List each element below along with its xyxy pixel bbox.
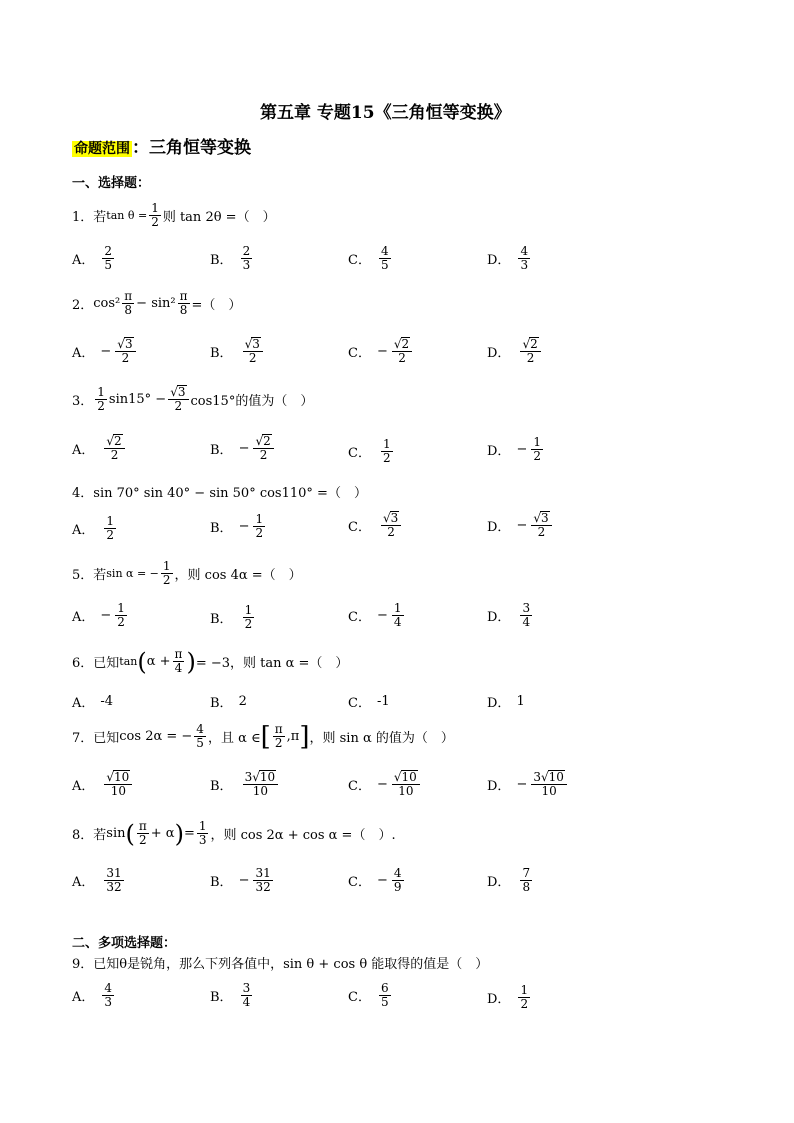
q6-option-c[interactable]: C． -1 xyxy=(348,694,390,711)
q4-option-a[interactable]: A． $\frac{1}{2}$ xyxy=(72,514,115,542)
q5-option-c[interactable]: C． − $\frac{1}{4}$ xyxy=(348,601,402,629)
question-7: 7．已知 cos 2α = − $\frac{4}{5}$ ，且 α ∈ [ $\frac{\pi}{2}$ ,π ] ，则 sin α 的值为（ ） xyxy=(72,721,454,752)
scope-text: 三角恒等变换 xyxy=(149,138,251,158)
q1-post: 则 tan 2θ =（ ） xyxy=(162,210,276,225)
q2-option-b[interactable]: B． √ 3 2 xyxy=(210,337,265,365)
q4-option-d[interactable]: D． − √ 3 2 xyxy=(487,511,554,539)
q2-option-a[interactable]: A． − √ 3 2 xyxy=(72,337,138,365)
q1-fraction: $\frac{1}{2}$ xyxy=(151,201,159,229)
question-4: 4．sin 70° sin 40° − sin 50° cos110° =（ ） xyxy=(72,486,367,501)
q1-option-d[interactable]: D． $\frac{4}{3}$ xyxy=(487,244,529,272)
q3-option-a[interactable]: A． √ 2 2 xyxy=(72,434,127,462)
q4-option-b[interactable]: B． − $\frac{1}{2}$ xyxy=(210,512,264,540)
q8-option-b[interactable]: B． − $\frac{31}{32}$ xyxy=(210,866,271,894)
question-2: 2． cos² $\frac{\pi}{8}$ − sin² $\frac{\pi}{8}$ =（ ） xyxy=(72,289,242,317)
q6-option-d[interactable]: D． 1 xyxy=(487,694,525,711)
q1-option-b[interactable]: B． $\frac{2}{3}$ xyxy=(210,244,251,272)
page-title: 第五章 专题15《三角恒等变换》 xyxy=(260,103,511,123)
q7-option-c[interactable]: C． − √ 10 10 xyxy=(348,770,422,798)
scope-colon: ： xyxy=(132,138,149,158)
q9-option-c[interactable]: C． $\frac{6}{5}$ xyxy=(348,981,389,1009)
section-multi-choice: 二、多项选择题： xyxy=(72,936,177,951)
q7-option-d[interactable]: D． − 3√ 10 10 xyxy=(487,770,569,798)
question-1 xyxy=(72,202,276,229)
scope-label: 命题范围 xyxy=(74,141,130,157)
question-5: 5．若 sin α = − $\frac{1}{2}$ ，则 cos 4α =（ ） xyxy=(72,559,302,587)
q2-option-d[interactable]: D． √ 2 2 xyxy=(487,337,543,365)
scope-line xyxy=(72,133,251,158)
q7-option-b[interactable]: B． 3√ 10 10 xyxy=(210,770,280,798)
q3-option-b[interactable]: B． − √ 2 2 xyxy=(210,434,276,462)
q5-option-d[interactable]: D． $\frac{3}{4}$ xyxy=(487,601,531,629)
q8-option-a[interactable]: A． $\frac{31}{32}$ xyxy=(72,866,122,894)
q3-option-c[interactable]: C． $\frac{1}{2}$ xyxy=(348,437,391,465)
section-single-choice: 一、选择题： xyxy=(72,176,151,191)
q8-option-d[interactable]: D． $\frac{7}{8}$ xyxy=(487,866,531,894)
question-8: 8．若 sin ( $\frac{\pi}{2}$ + α ) = $\frac{1}{3}$ ，则 cos 2α + cos α =（ ）. xyxy=(72,819,396,848)
q1-pre: tan θ = xyxy=(106,209,148,222)
q1-option-c[interactable]: C． $\frac{4}{5}$ xyxy=(348,244,389,272)
question-9: 9．已知θ是锐角，那么下列各值中，sin θ + cos θ 能取得的值是（ ） xyxy=(72,957,489,972)
q9-option-d[interactable]: D． $\frac{1}{2}$ xyxy=(487,983,529,1011)
question-6: 6．已知 tan ( α + $\frac{\pi}{4}$ ) = −3，则 tan α =（ ） xyxy=(72,647,349,676)
q6-option-a[interactable]: A． -4 xyxy=(72,694,114,711)
q6-option-b[interactable]: B． 2 xyxy=(210,694,247,711)
q2-option-c[interactable]: C． − √ 2 2 xyxy=(348,337,414,365)
q1-option-a[interactable]: A． $\frac{2}{5}$ xyxy=(72,244,113,272)
q9-option-a[interactable]: A． $\frac{4}{3}$ xyxy=(72,981,113,1009)
q5-option-b[interactable]: B． $\frac{1}{2}$ xyxy=(210,603,253,631)
q7-option-a[interactable]: A． √ 10 10 xyxy=(72,770,134,798)
q3-option-d[interactable]: D． − $\frac{1}{2}$ xyxy=(487,435,541,463)
q1-number: 1．若 xyxy=(72,210,107,225)
question-3: 3． $\frac{1}{2}$ sin15° − √ 3 2 cos15°的值为（ ） xyxy=(72,384,314,413)
q5-option-a[interactable]: A． − $\frac{1}{2}$ xyxy=(72,601,125,629)
q9-option-b[interactable]: B． $\frac{3}{4}$ xyxy=(210,981,251,1009)
q8-option-c[interactable]: C． − $\frac{4}{9}$ xyxy=(348,866,402,894)
q4-option-c[interactable]: C． √ 3 2 xyxy=(348,511,403,539)
